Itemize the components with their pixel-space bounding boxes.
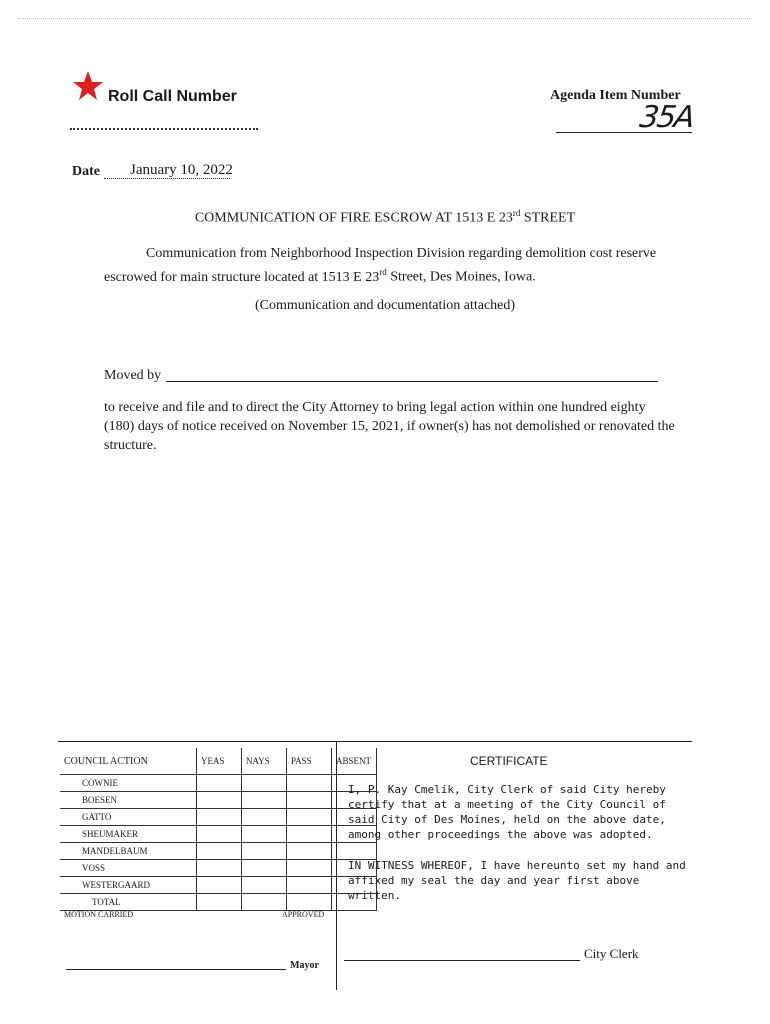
communication-paragraph: Communication from Neighborhood Inspection Division regarding demolition cost reserve escrowed for main structure located at 1513 E 23rd Street, Des Moines, Iowa. [104, 246, 657, 285]
member-name: GATTO [60, 809, 197, 826]
member-name: WESTERGAARD [60, 877, 197, 894]
vote-cell [197, 775, 242, 792]
vote-cell [197, 826, 242, 843]
header-nays: NAYS [242, 748, 287, 775]
vote-cell [332, 843, 377, 860]
motion-carried-label: MOTION CARRIED [64, 910, 134, 919]
member-name: MANDELBAUM [60, 843, 197, 860]
certificate-statement: I, P. Kay Cmelik, City Clerk of said City hereby certify that at a meeting of the City Council of said City of Des Moines, held on the above date, among other proceedings the above was adopted. [348, 783, 666, 841]
table-row [60, 843, 377, 860]
vote-cell [242, 877, 287, 894]
vote-cell [242, 775, 287, 792]
star-icon [72, 70, 104, 102]
agenda-item-line [556, 132, 692, 133]
vote-cell [242, 894, 287, 911]
vote-cell [287, 809, 332, 826]
document-title: COMMUNICATION OF FIRE ESCROW AT 1513 E 23rd STREET [194, 208, 576, 226]
council-section-rule [58, 741, 692, 742]
mayor-signature-line [66, 969, 286, 970]
clerk-signature-line [344, 960, 580, 961]
vote-cell [197, 792, 242, 809]
vote-cell [287, 826, 332, 843]
vote-cell [287, 775, 332, 792]
agenda-item-label: Agenda Item Number [550, 88, 681, 103]
header-council-action: COUNCIL ACTION [60, 748, 197, 775]
agenda-item-number: 35A [637, 100, 696, 135]
member-name: SHEUMAKER [60, 826, 197, 843]
member-name: COWNIE [60, 775, 197, 792]
table-row [60, 775, 377, 792]
table-row [60, 826, 377, 843]
date-label: Date [72, 164, 100, 179]
vote-cell [287, 860, 332, 877]
member-name: VOSS [60, 860, 197, 877]
table-header-row [60, 748, 377, 775]
header-pass: PASS [287, 748, 332, 775]
total-label: TOTAL [60, 894, 197, 911]
table-row [60, 809, 377, 826]
vote-cell [197, 877, 242, 894]
date-value: January 10, 2022 [130, 162, 233, 178]
city-clerk-label: City Clerk [584, 946, 639, 961]
top-border-rule [18, 18, 752, 19]
vote-cell [287, 894, 332, 911]
roll-call-label: Roll Call Number [108, 88, 237, 105]
approved-label: APPROVED [282, 910, 325, 919]
vote-cell [287, 877, 332, 894]
vote-cell [287, 843, 332, 860]
member-name: BOESEN [60, 792, 197, 809]
roll-call-number-field [70, 128, 258, 130]
witness-statement: IN WITNESS WHEREOF, I have hereunto set my hand and affixed my seal the day and year first above written. [348, 859, 686, 902]
mayor-label: Mayor [290, 960, 319, 971]
council-action-table [60, 748, 377, 911]
vote-cell [242, 792, 287, 809]
total-row [60, 894, 377, 911]
moved-by-label: Moved by [104, 368, 162, 383]
moved-by-line [166, 381, 658, 382]
header-absent: ABSENT [332, 748, 377, 775]
header-yeas: YEAS [197, 748, 242, 775]
vote-cell [197, 843, 242, 860]
vote-cell [287, 792, 332, 809]
table-row [60, 860, 377, 877]
certificate-title: CERTIFICATE [470, 754, 548, 768]
vote-cell [242, 826, 287, 843]
attachment-note: (Communication and documentation attached) [254, 298, 516, 313]
vote-cell [197, 894, 242, 911]
motion-paragraph: to receive and file and to direct the City Attorney to bring legal action within one hundred eighty (180) days of notice received on November 15, 2021, if owner(s) has not demolished or renovated the structure. [104, 400, 675, 453]
table-row [60, 877, 377, 894]
vote-cell [197, 860, 242, 877]
vote-cell [242, 809, 287, 826]
vote-cell [242, 860, 287, 877]
table-row [60, 792, 377, 809]
vote-cell [197, 809, 242, 826]
vote-cell [242, 843, 287, 860]
